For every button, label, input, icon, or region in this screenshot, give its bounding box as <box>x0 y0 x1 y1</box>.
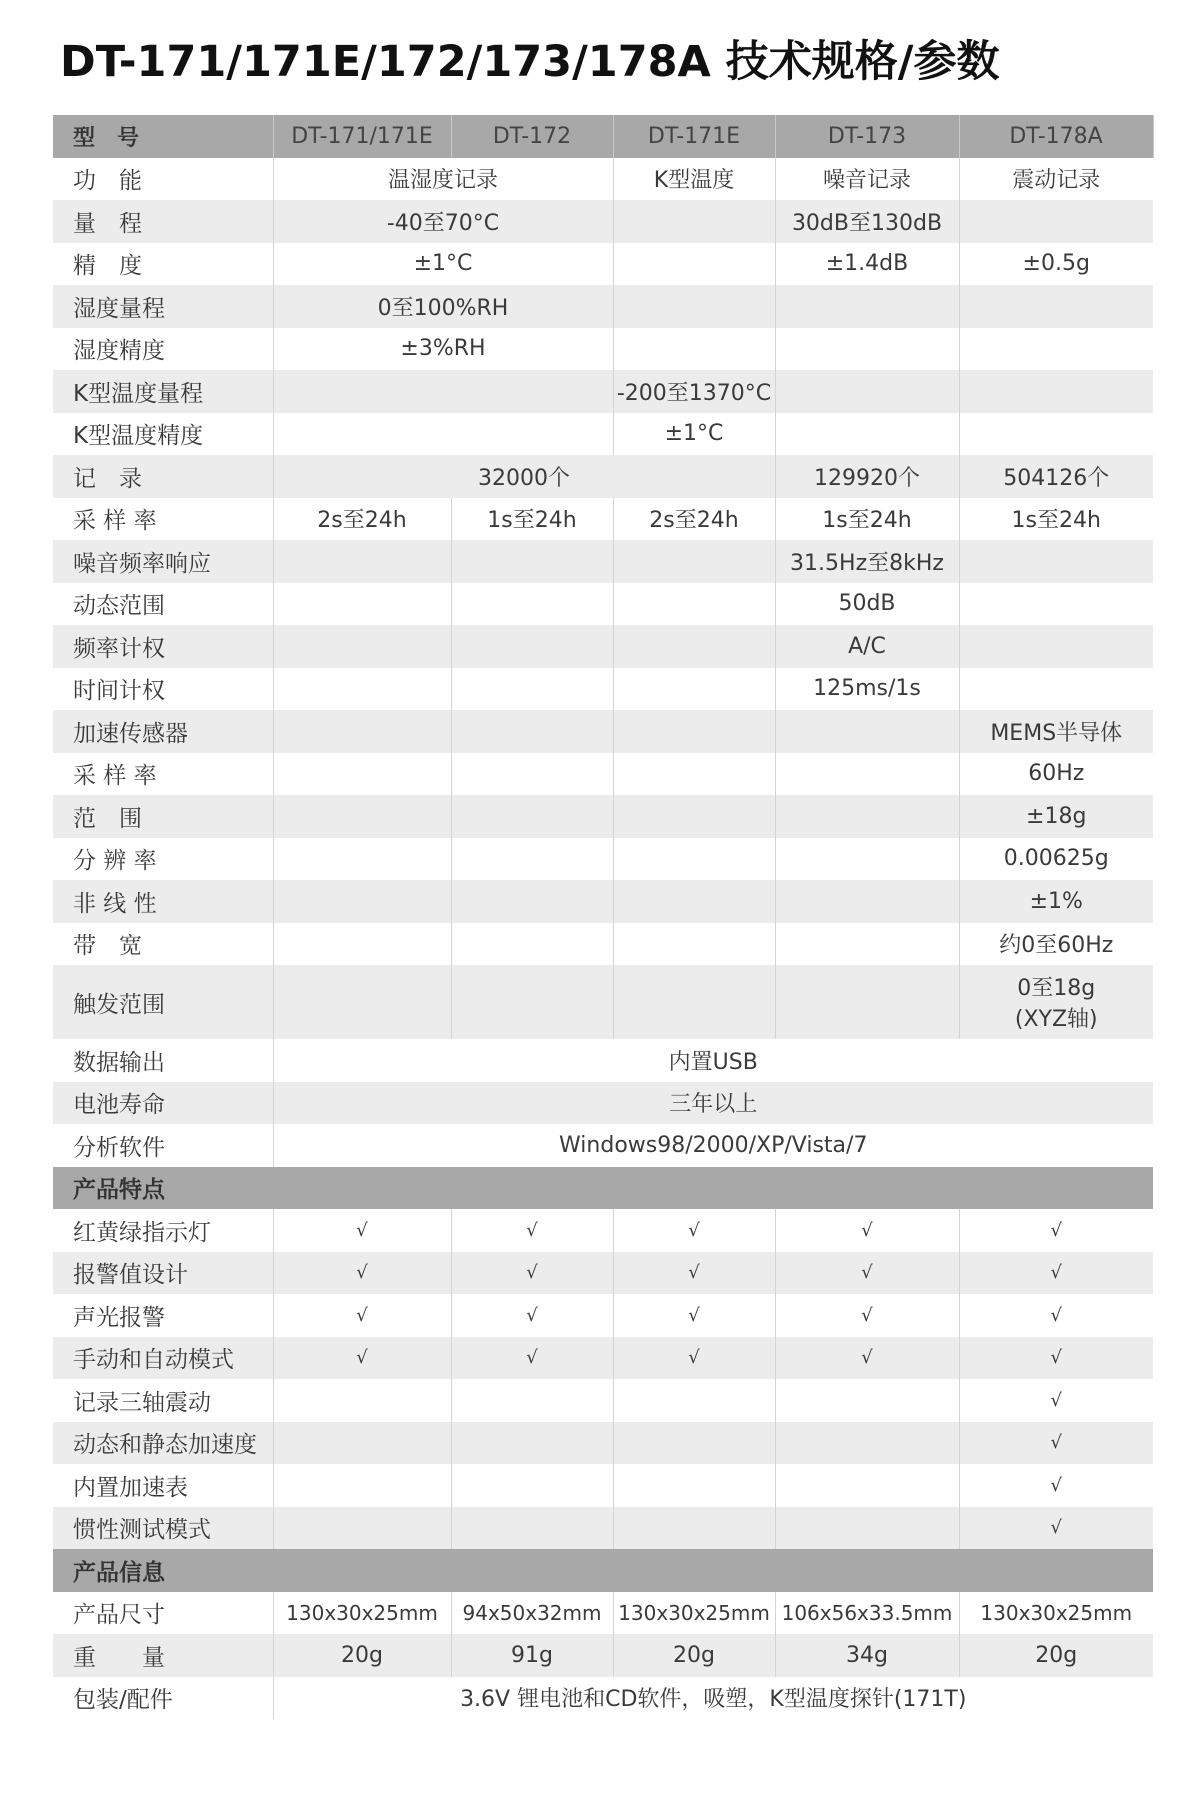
table-row <box>53 455 1153 498</box>
table-row <box>53 1082 1153 1125</box>
cell <box>451 838 613 881</box>
cell <box>273 795 451 838</box>
cell <box>775 965 959 1039</box>
cell: 91g <box>451 1634 613 1677</box>
row-label: 分析软件 <box>53 1124 273 1167</box>
cell: 三年以上 <box>273 1082 1153 1125</box>
check-mark: √ <box>959 1294 1153 1337</box>
feature-row <box>53 1464 1153 1507</box>
cell <box>451 1464 613 1507</box>
row-label: 产品尺寸 <box>53 1592 273 1635</box>
cell: 0至100%RH <box>273 285 613 328</box>
row-label: 动态范围 <box>53 583 273 626</box>
feature-row <box>53 1337 1153 1380</box>
row-label: K型温度量程 <box>53 370 273 413</box>
cell <box>613 668 775 711</box>
check-mark: √ <box>959 1337 1153 1380</box>
check-mark: √ <box>959 1464 1153 1507</box>
cell <box>451 880 613 923</box>
cell: 106x56x33.5mm <box>775 1592 959 1635</box>
cell <box>959 583 1153 626</box>
cell <box>273 1464 451 1507</box>
cell: 2s至24h <box>273 498 451 541</box>
cell: -200至1370°C <box>613 370 775 413</box>
row-label: 分 辨 率 <box>53 838 273 881</box>
table-row <box>53 923 1153 966</box>
cell <box>775 880 959 923</box>
cell: 125ms/1s <box>775 668 959 711</box>
cell <box>451 540 613 583</box>
check-mark: √ <box>775 1337 959 1380</box>
check-mark: √ <box>775 1252 959 1295</box>
check-mark: √ <box>273 1337 451 1380</box>
table-row <box>53 583 1153 626</box>
cell: 噪音记录 <box>775 158 959 201</box>
cell: 2s至24h <box>613 498 775 541</box>
row-label: 记录三轴震动 <box>53 1379 273 1422</box>
row-label: 范 围 <box>53 795 273 838</box>
table-row <box>53 753 1153 796</box>
check-mark: √ <box>613 1252 775 1295</box>
cell <box>959 328 1153 371</box>
row-label: 声光报警 <box>53 1294 273 1337</box>
table-row <box>53 838 1153 881</box>
row-label: 加速传感器 <box>53 710 273 753</box>
cell: 0.00625g <box>959 838 1153 881</box>
cell <box>613 1422 775 1465</box>
cell: 129920个 <box>775 455 959 498</box>
feature-row <box>53 1507 1153 1550</box>
row-label: 数据输出 <box>53 1039 273 1082</box>
cell <box>273 370 613 413</box>
model-header-cell: DT-171E <box>613 115 775 158</box>
table-row <box>53 158 1153 201</box>
cell <box>613 243 775 286</box>
row-label: 记 录 <box>53 455 273 498</box>
cell <box>613 965 775 1039</box>
model-header-row <box>53 115 1153 158</box>
cell <box>775 328 959 371</box>
cell <box>613 710 775 753</box>
cell: 130x30x25mm <box>613 1592 775 1635</box>
cell: ±1°C <box>613 413 775 456</box>
cell <box>273 880 451 923</box>
cell <box>451 1379 613 1422</box>
row-label: 带 宽 <box>53 923 273 966</box>
cell <box>959 370 1153 413</box>
row-label: 电池寿命 <box>53 1082 273 1125</box>
cell <box>613 540 775 583</box>
cell <box>613 753 775 796</box>
cell: A/C <box>775 625 959 668</box>
row-label: 功 能 <box>53 158 273 201</box>
cell <box>273 1507 451 1550</box>
cell <box>273 1422 451 1465</box>
trigger-range-line1: 0至18g <box>1017 976 1096 1001</box>
cell <box>775 285 959 328</box>
page-title: DT-171/171E/172/173/178A 技术规格/参数 <box>60 37 1000 87</box>
table-row <box>53 965 1153 1039</box>
cell <box>959 668 1153 711</box>
cell: 20g <box>959 1634 1153 1677</box>
table-row <box>53 668 1153 711</box>
table-row <box>53 413 1153 456</box>
table-row <box>53 370 1153 413</box>
row-label: 包装/配件 <box>53 1677 273 1720</box>
table-row <box>53 625 1153 668</box>
table-row <box>53 710 1153 753</box>
cell <box>959 285 1153 328</box>
cell: 130x30x25mm <box>273 1592 451 1635</box>
feature-row <box>53 1422 1153 1465</box>
cell: MEMS半导体 <box>959 710 1153 753</box>
check-mark: √ <box>273 1209 451 1252</box>
cell: ±0.5g <box>959 243 1153 286</box>
cell <box>273 923 451 966</box>
cell: 60Hz <box>959 753 1153 796</box>
cell <box>959 200 1153 243</box>
cell <box>959 965 1153 1039</box>
row-label: 惯性测试模式 <box>53 1507 273 1550</box>
model-header-cell: DT-173 <box>775 115 959 158</box>
cell <box>613 200 775 243</box>
cell <box>613 1464 775 1507</box>
cell <box>613 285 775 328</box>
table-row <box>53 540 1153 583</box>
cell <box>613 1379 775 1422</box>
row-label: 噪音频率响应 <box>53 540 273 583</box>
check-mark: √ <box>451 1294 613 1337</box>
section-header-info <box>53 1549 1153 1592</box>
row-label: 动态和静态加速度 <box>53 1422 273 1465</box>
cell: 3.6V 锂电池和CD软件，吸塑，K型温度探针(171T) <box>273 1677 1153 1720</box>
check-mark: √ <box>613 1294 775 1337</box>
table-row <box>53 285 1153 328</box>
check-mark: √ <box>613 1337 775 1380</box>
row-label: 红黄绿指示灯 <box>53 1209 273 1252</box>
cell <box>613 838 775 881</box>
cell <box>775 795 959 838</box>
table-row <box>53 328 1153 371</box>
row-label: 报警值设计 <box>53 1252 273 1295</box>
cell <box>451 710 613 753</box>
cell: 130x30x25mm <box>959 1592 1153 1635</box>
cell: Windows98/2000/XP/Vista/7 <box>273 1124 1153 1167</box>
cell: 30dB至130dB <box>775 200 959 243</box>
cell <box>613 625 775 668</box>
cell: ±3%RH <box>273 328 613 371</box>
check-mark: √ <box>959 1507 1153 1550</box>
table-row <box>53 1039 1153 1082</box>
cell <box>273 1379 451 1422</box>
check-mark: √ <box>959 1252 1153 1295</box>
cell: 1s至24h <box>451 498 613 541</box>
cell <box>273 710 451 753</box>
check-mark: √ <box>613 1209 775 1252</box>
cell: 内置USB <box>273 1039 1153 1082</box>
cell <box>775 1464 959 1507</box>
cell <box>451 753 613 796</box>
cell: 震动记录 <box>959 158 1153 201</box>
section-title: 产品信息 <box>53 1549 1153 1592</box>
cell <box>273 540 451 583</box>
check-mark: √ <box>451 1209 613 1252</box>
feature-row <box>53 1379 1153 1422</box>
row-label: 手动和自动模式 <box>53 1337 273 1380</box>
cell <box>451 1507 613 1550</box>
table-row <box>53 1592 1153 1635</box>
row-label: 湿度精度 <box>53 328 273 371</box>
cell: 94x50x32mm <box>451 1592 613 1635</box>
cell <box>775 753 959 796</box>
cell: -40至70°C <box>273 200 613 243</box>
cell <box>613 328 775 371</box>
spec-table <box>53 115 1154 1719</box>
cell <box>451 1422 613 1465</box>
cell <box>613 923 775 966</box>
cell <box>451 625 613 668</box>
trigger-range-line2: (XYZ轴) <box>1014 1007 1098 1032</box>
cell: 32000个 <box>273 455 775 498</box>
cell <box>775 413 959 456</box>
check-mark: √ <box>959 1379 1153 1422</box>
row-label: 湿度量程 <box>53 285 273 328</box>
section-title: 产品特点 <box>53 1167 1153 1210</box>
table-row <box>53 795 1153 838</box>
cell <box>451 923 613 966</box>
cell: 20g <box>613 1634 775 1677</box>
cell: ±1.4dB <box>775 243 959 286</box>
check-mark: √ <box>775 1209 959 1252</box>
cell <box>451 965 613 1039</box>
cell <box>775 370 959 413</box>
table-row <box>53 243 1153 286</box>
row-label: 重 量 <box>53 1634 273 1677</box>
cell <box>273 583 451 626</box>
cell <box>613 583 775 626</box>
cell <box>451 583 613 626</box>
cell <box>273 413 613 456</box>
cell: 31.5Hz至8kHz <box>775 540 959 583</box>
check-mark: √ <box>959 1422 1153 1465</box>
check-mark: √ <box>451 1337 613 1380</box>
check-mark: √ <box>273 1252 451 1295</box>
cell <box>273 753 451 796</box>
row-label: 非 线 性 <box>53 880 273 923</box>
cell <box>959 625 1153 668</box>
model-header-cell: DT-178A <box>959 115 1153 158</box>
cell: ±1°C <box>273 243 613 286</box>
cell: 温湿度记录 <box>273 158 613 201</box>
cell <box>775 838 959 881</box>
row-label: 触发范围 <box>53 965 273 1039</box>
table-row <box>53 880 1153 923</box>
cell <box>775 710 959 753</box>
table-row <box>53 1124 1153 1167</box>
row-label: 采 样 率 <box>53 753 273 796</box>
cell: 20g <box>273 1634 451 1677</box>
cell <box>451 668 613 711</box>
cell <box>273 965 451 1039</box>
feature-row <box>53 1252 1153 1295</box>
row-label: 频率计权 <box>53 625 273 668</box>
row-label: 精 度 <box>53 243 273 286</box>
section-header-features <box>53 1167 1153 1210</box>
cell <box>613 795 775 838</box>
table-row <box>53 1677 1153 1720</box>
feature-row <box>53 1294 1153 1337</box>
cell <box>775 1379 959 1422</box>
cell: ±1% <box>959 880 1153 923</box>
cell <box>959 413 1153 456</box>
row-label: 量 程 <box>53 200 273 243</box>
cell: 34g <box>775 1634 959 1677</box>
row-label: 采 样 率 <box>53 498 273 541</box>
row-label: K型温度精度 <box>53 413 273 456</box>
cell <box>775 1507 959 1550</box>
table-row <box>53 1634 1153 1677</box>
cell: K型温度 <box>613 158 775 201</box>
check-mark: √ <box>451 1252 613 1295</box>
feature-row <box>53 1209 1153 1252</box>
cell: 504126个 <box>959 455 1153 498</box>
cell: 约0至60Hz <box>959 923 1153 966</box>
model-header-cell: DT-171/171E <box>273 115 451 158</box>
row-label: 内置加速表 <box>53 1464 273 1507</box>
cell <box>613 1507 775 1550</box>
table-row <box>53 498 1153 541</box>
cell <box>775 1422 959 1465</box>
cell: 1s至24h <box>775 498 959 541</box>
model-header-cell: DT-172 <box>451 115 613 158</box>
features-body <box>53 1209 1153 1549</box>
cell <box>273 668 451 711</box>
cell <box>959 540 1153 583</box>
model-header-label: 型 号 <box>53 115 273 158</box>
cell: 1s至24h <box>959 498 1153 541</box>
row-label: 时间计权 <box>53 668 273 711</box>
cell: ±18g <box>959 795 1153 838</box>
cell <box>613 880 775 923</box>
cell <box>273 838 451 881</box>
check-mark: √ <box>775 1294 959 1337</box>
check-mark: √ <box>959 1209 1153 1252</box>
cell <box>775 923 959 966</box>
check-mark: √ <box>273 1294 451 1337</box>
cell <box>451 795 613 838</box>
cell <box>273 625 451 668</box>
table-row <box>53 200 1153 243</box>
cell: 50dB <box>775 583 959 626</box>
